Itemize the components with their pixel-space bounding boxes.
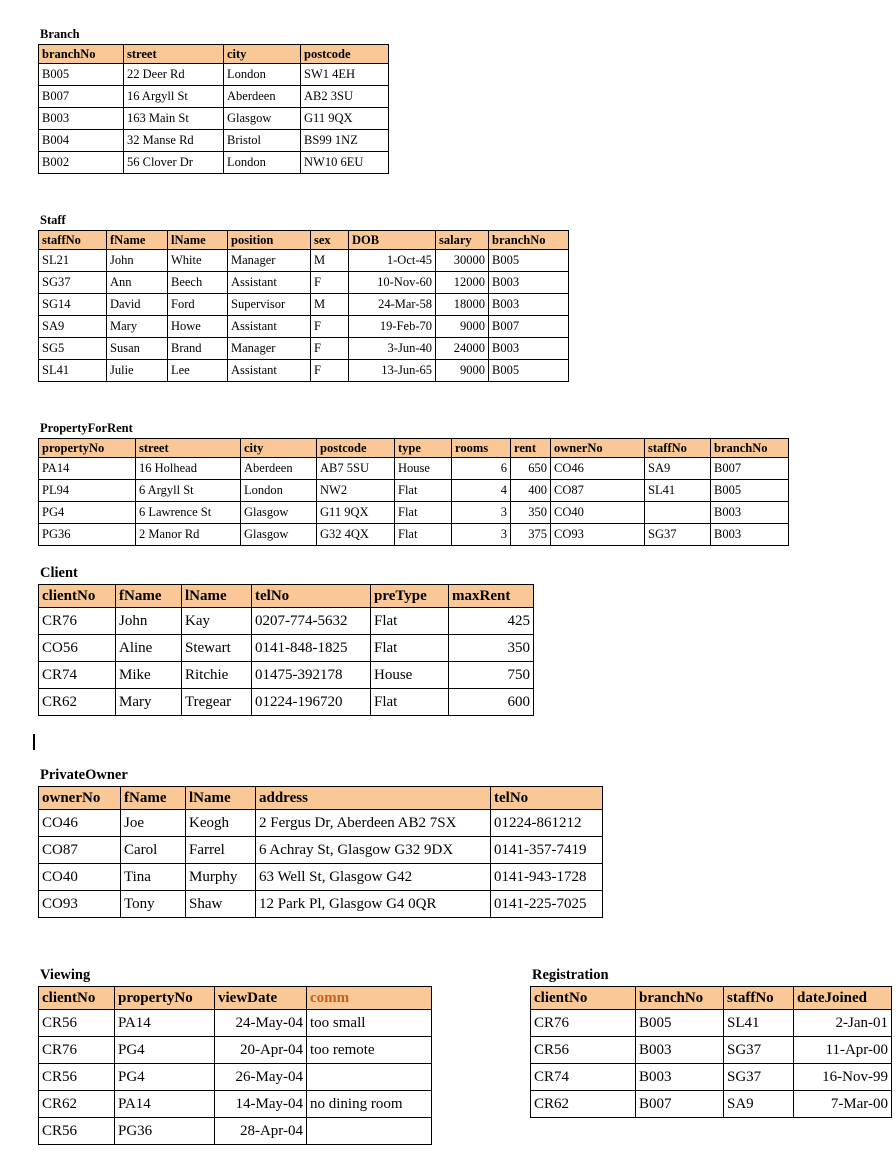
owner-table xyxy=(38,786,603,918)
cell: Assistant xyxy=(228,359,311,381)
cell: B004 xyxy=(39,129,124,151)
header-cell: branchNo xyxy=(636,986,724,1009)
table-title: PrivateOwner xyxy=(40,767,128,783)
table-title: Viewing xyxy=(40,967,91,983)
cell: CR56 xyxy=(39,1117,115,1144)
header-cell: city xyxy=(241,438,317,457)
cell: CR76 xyxy=(39,1036,115,1063)
table-row xyxy=(39,1090,432,1117)
cell: 24000 xyxy=(436,337,489,359)
header-cell: street xyxy=(136,438,241,457)
cell: PA14 xyxy=(39,457,136,479)
cell: 350 xyxy=(449,634,534,661)
cell: AB2 3SU xyxy=(301,85,389,107)
header-cell: street xyxy=(124,44,224,63)
cell: 9000 xyxy=(436,359,489,381)
header-cell: lName xyxy=(168,230,228,249)
cell: B007 xyxy=(489,315,569,337)
cell: Manager xyxy=(228,249,311,271)
cell: M xyxy=(311,293,349,315)
header-cell: comm xyxy=(307,986,432,1009)
table-title: PropertyForRent xyxy=(40,421,133,435)
cell: CO87 xyxy=(551,479,645,501)
cell: Mike xyxy=(116,661,182,688)
header-cell: propertyNo xyxy=(115,986,215,1009)
cell: PL94 xyxy=(39,479,136,501)
cell: John xyxy=(107,249,168,271)
table-row xyxy=(39,688,534,715)
table-row xyxy=(39,890,603,917)
cell: Flat xyxy=(371,688,449,715)
table-title: Registration xyxy=(532,967,609,983)
cell: Flat xyxy=(395,479,452,501)
header-cell: lName xyxy=(186,786,256,809)
header-cell: maxRent xyxy=(449,584,534,607)
cell: PA14 xyxy=(115,1009,215,1036)
cell: G11 9QX xyxy=(317,501,395,523)
header-cell: clientNo xyxy=(39,986,115,1009)
cell: David xyxy=(107,293,168,315)
property-table-block xyxy=(38,422,789,546)
cell: 6 Achray St, Glasgow G32 9DX xyxy=(256,836,491,863)
cell: too remote xyxy=(307,1036,432,1063)
cell: 6 Argyll St xyxy=(136,479,241,501)
cell: Howe xyxy=(168,315,228,337)
table-row xyxy=(39,634,534,661)
cell: CO93 xyxy=(551,523,645,545)
cell: 3 xyxy=(452,523,511,545)
cell: CR62 xyxy=(531,1090,636,1117)
cell: Aberdeen xyxy=(224,85,301,107)
cell: CR62 xyxy=(39,688,116,715)
header-cell: ownerNo xyxy=(551,438,645,457)
table-row xyxy=(531,1063,892,1090)
cell: B007 xyxy=(39,85,124,107)
table-title: Client xyxy=(40,565,78,581)
table-row xyxy=(39,523,789,545)
table-row xyxy=(39,836,603,863)
cell: Julie xyxy=(107,359,168,381)
cell: CR76 xyxy=(39,607,116,634)
cell: 6 Lawrence St xyxy=(136,501,241,523)
cell: no dining room xyxy=(307,1090,432,1117)
cell: 3 xyxy=(452,501,511,523)
cell: 350 xyxy=(511,501,551,523)
cell: Murphy xyxy=(186,863,256,890)
cell: Ritchie xyxy=(182,661,252,688)
header-cell: fName xyxy=(116,584,182,607)
header-cell: rent xyxy=(511,438,551,457)
cell: CO40 xyxy=(551,501,645,523)
cell: CO46 xyxy=(39,809,121,836)
header-cell: staffNo xyxy=(645,438,711,457)
header-cell: DOB xyxy=(349,230,436,249)
cell: 30000 xyxy=(436,249,489,271)
cell: White xyxy=(168,249,228,271)
cell: 16-Nov-99 xyxy=(794,1063,892,1090)
table-row xyxy=(39,107,389,129)
cell: 2 Fergus Dr, Aberdeen AB2 7SX xyxy=(256,809,491,836)
client-table-block xyxy=(38,566,534,716)
header-cell: staffNo xyxy=(724,986,794,1009)
cell: 375 xyxy=(511,523,551,545)
branch-table-block xyxy=(38,28,389,174)
cell: 01475-392178 xyxy=(252,661,371,688)
header-cell: sex xyxy=(311,230,349,249)
header-cell: fName xyxy=(107,230,168,249)
cell: Aline xyxy=(116,634,182,661)
header-cell: salary xyxy=(436,230,489,249)
cell: SL41 xyxy=(39,359,107,381)
cell: 14-May-04 xyxy=(215,1090,307,1117)
table-row xyxy=(39,661,534,688)
cell: Mary xyxy=(107,315,168,337)
table-row xyxy=(39,63,389,85)
table-row xyxy=(531,1090,892,1117)
cell: B003 xyxy=(489,337,569,359)
cell: House xyxy=(395,457,452,479)
cell: G32 4QX xyxy=(317,523,395,545)
cell: 6 xyxy=(452,457,511,479)
cell: Glasgow xyxy=(241,523,317,545)
cell: Tina xyxy=(121,863,186,890)
cell: 9000 xyxy=(436,315,489,337)
cell: 12000 xyxy=(436,271,489,293)
cell: 12 Park Pl, Glasgow G4 0QR xyxy=(256,890,491,917)
cell: PG36 xyxy=(115,1117,215,1144)
cell: B003 xyxy=(636,1036,724,1063)
cell: Keogh xyxy=(186,809,256,836)
cell: 20-Apr-04 xyxy=(215,1036,307,1063)
cell xyxy=(645,501,711,523)
cell: PG4 xyxy=(39,501,136,523)
cell: Brand xyxy=(168,337,228,359)
cell: CR76 xyxy=(531,1009,636,1036)
cell: 0141-225-7025 xyxy=(491,890,603,917)
cell: SA9 xyxy=(645,457,711,479)
cell: B007 xyxy=(711,457,789,479)
cell: CO46 xyxy=(551,457,645,479)
cell: Tony xyxy=(121,890,186,917)
registration-table-block xyxy=(530,968,892,1118)
header-cell: viewDate xyxy=(215,986,307,1009)
header-cell: city xyxy=(224,44,301,63)
cell: 22 Deer Rd xyxy=(124,63,224,85)
cell: CO40 xyxy=(39,863,121,890)
cell: too small xyxy=(307,1009,432,1036)
cell: Tregear xyxy=(182,688,252,715)
header-cell: rooms xyxy=(452,438,511,457)
cell: Joe xyxy=(121,809,186,836)
cell: 2-Jan-01 xyxy=(794,1009,892,1036)
cell: F xyxy=(311,359,349,381)
header-cell: position xyxy=(228,230,311,249)
cell: 7-Mar-00 xyxy=(794,1090,892,1117)
header-cell: branchNo xyxy=(39,44,124,63)
cell: AB7 5SU xyxy=(317,457,395,479)
cell: CR62 xyxy=(39,1090,115,1117)
cell: 19-Feb-70 xyxy=(349,315,436,337)
cell: Flat xyxy=(395,501,452,523)
cell: 24-May-04 xyxy=(215,1009,307,1036)
table-row xyxy=(39,85,389,107)
cell: NW10 6EU xyxy=(301,151,389,173)
cell: Stewart xyxy=(182,634,252,661)
cell: BS99 1NZ xyxy=(301,129,389,151)
header-cell: staffNo xyxy=(39,230,107,249)
header-cell: lName xyxy=(182,584,252,607)
table-title: Branch xyxy=(40,27,80,41)
cell xyxy=(307,1063,432,1090)
staff-table-block xyxy=(38,214,569,382)
table-row xyxy=(39,315,569,337)
cell: 11-Apr-00 xyxy=(794,1036,892,1063)
owner-table-block xyxy=(38,768,603,918)
table-row xyxy=(39,249,569,271)
header-cell: clientNo xyxy=(531,986,636,1009)
cell: 24-Mar-58 xyxy=(349,293,436,315)
header-cell: postcode xyxy=(317,438,395,457)
table-row xyxy=(39,1117,432,1144)
header-cell: propertyNo xyxy=(39,438,136,457)
cell: B003 xyxy=(39,107,124,129)
cell: CO87 xyxy=(39,836,121,863)
cell: F xyxy=(311,337,349,359)
header-cell: preType xyxy=(371,584,449,607)
viewing-table-block xyxy=(38,968,432,1145)
cell: CO93 xyxy=(39,890,121,917)
cell: Mary xyxy=(116,688,182,715)
cell: 1-Oct-45 xyxy=(349,249,436,271)
cell: Shaw xyxy=(186,890,256,917)
cell: 0141-943-1728 xyxy=(491,863,603,890)
table-title: Staff xyxy=(40,213,66,227)
cell: 18000 xyxy=(436,293,489,315)
cell: 63 Well St, Glasgow G42 xyxy=(256,863,491,890)
cell: PG4 xyxy=(115,1063,215,1090)
cell: Farrel xyxy=(186,836,256,863)
table-row xyxy=(531,1036,892,1063)
cell: CR56 xyxy=(39,1063,115,1090)
text-cursor xyxy=(33,734,35,750)
cell: PA14 xyxy=(115,1090,215,1117)
cell: B003 xyxy=(636,1063,724,1090)
cell: London xyxy=(224,63,301,85)
table-row xyxy=(39,129,389,151)
cell: House xyxy=(371,661,449,688)
cell: 28-Apr-04 xyxy=(215,1117,307,1144)
cell: 01224-196720 xyxy=(252,688,371,715)
cell: B003 xyxy=(711,523,789,545)
table-row xyxy=(39,271,569,293)
cell: Ann xyxy=(107,271,168,293)
cell: London xyxy=(224,151,301,173)
cell: SL21 xyxy=(39,249,107,271)
cell: B003 xyxy=(489,293,569,315)
cell: B005 xyxy=(489,249,569,271)
cell: Ford xyxy=(168,293,228,315)
table-row xyxy=(39,607,534,634)
cell: 400 xyxy=(511,479,551,501)
cell: 425 xyxy=(449,607,534,634)
cell: 3-Jun-40 xyxy=(349,337,436,359)
client-table xyxy=(38,584,534,716)
viewing-table xyxy=(38,986,432,1145)
cell: 16 Holhead xyxy=(136,457,241,479)
header-cell: telNo xyxy=(491,786,603,809)
cell: PG4 xyxy=(115,1036,215,1063)
cell: London xyxy=(241,479,317,501)
cell: 163 Main St xyxy=(124,107,224,129)
table-row xyxy=(531,1009,892,1036)
cell: SG37 xyxy=(724,1036,794,1063)
cell: CR56 xyxy=(39,1009,115,1036)
cell: Susan xyxy=(107,337,168,359)
cell: 4 xyxy=(452,479,511,501)
cell: SG5 xyxy=(39,337,107,359)
cell: B005 xyxy=(489,359,569,381)
cell: F xyxy=(311,271,349,293)
cell: CO56 xyxy=(39,634,116,661)
cell: B005 xyxy=(636,1009,724,1036)
cell: M xyxy=(311,249,349,271)
header-cell: fName xyxy=(121,786,186,809)
cell: 16 Argyll St xyxy=(124,85,224,107)
cell: Assistant xyxy=(228,315,311,337)
cell: John xyxy=(116,607,182,634)
cell: Supervisor xyxy=(228,293,311,315)
cell: Glasgow xyxy=(224,107,301,129)
cell: 0141-848-1825 xyxy=(252,634,371,661)
cell: B003 xyxy=(489,271,569,293)
cell: 01224-861212 xyxy=(491,809,603,836)
cell: 2 Manor Rd xyxy=(136,523,241,545)
table-row xyxy=(39,1036,432,1063)
header-cell: clientNo xyxy=(39,584,116,607)
cell: Glasgow xyxy=(241,501,317,523)
header-cell: branchNo xyxy=(711,438,789,457)
header-cell: postcode xyxy=(301,44,389,63)
cell: 13-Jun-65 xyxy=(349,359,436,381)
table-row xyxy=(39,809,603,836)
cell: 0141-357-7419 xyxy=(491,836,603,863)
table-row xyxy=(39,501,789,523)
cell: SA9 xyxy=(39,315,107,337)
table-row xyxy=(39,863,603,890)
cell: Manager xyxy=(228,337,311,359)
cell: Kay xyxy=(182,607,252,634)
cell: G11 9QX xyxy=(301,107,389,129)
cell: Bristol xyxy=(224,129,301,151)
cell: SL41 xyxy=(724,1009,794,1036)
cell: B002 xyxy=(39,151,124,173)
cell: Lee xyxy=(168,359,228,381)
cell: Aberdeen xyxy=(241,457,317,479)
cell: CR74 xyxy=(39,661,116,688)
cell: 32 Manse Rd xyxy=(124,129,224,151)
cell: 0207-774-5632 xyxy=(252,607,371,634)
cell: SL41 xyxy=(645,479,711,501)
cell: 600 xyxy=(449,688,534,715)
cell: 26-May-04 xyxy=(215,1063,307,1090)
cell: Flat xyxy=(371,634,449,661)
cell: B003 xyxy=(711,501,789,523)
header-cell: telNo xyxy=(252,584,371,607)
header-cell: branchNo xyxy=(489,230,569,249)
cell: Carol xyxy=(121,836,186,863)
cell: SW1 4EH xyxy=(301,63,389,85)
cell xyxy=(307,1117,432,1144)
staff-table xyxy=(38,230,569,382)
cell: SG37 xyxy=(39,271,107,293)
header-cell: type xyxy=(395,438,452,457)
table-row xyxy=(39,337,569,359)
cell: SG37 xyxy=(724,1063,794,1090)
cell: 10-Nov-60 xyxy=(349,271,436,293)
table-row xyxy=(39,1063,432,1090)
cell: 56 Clover Dr xyxy=(124,151,224,173)
cell: Assistant xyxy=(228,271,311,293)
property-table xyxy=(38,438,789,546)
cell: B005 xyxy=(711,479,789,501)
table-row xyxy=(39,359,569,381)
cell: B005 xyxy=(39,63,124,85)
branch-table xyxy=(38,44,389,174)
cell: CR56 xyxy=(531,1036,636,1063)
cell: B007 xyxy=(636,1090,724,1117)
cell: Flat xyxy=(395,523,452,545)
cell: SG37 xyxy=(645,523,711,545)
cell: NW2 xyxy=(317,479,395,501)
cell: PG36 xyxy=(39,523,136,545)
cell: Flat xyxy=(371,607,449,634)
cell: Beech xyxy=(168,271,228,293)
registration-table xyxy=(530,986,892,1118)
header-cell: ownerNo xyxy=(39,786,121,809)
cell: SG14 xyxy=(39,293,107,315)
cell: 750 xyxy=(449,661,534,688)
cell: CR74 xyxy=(531,1063,636,1090)
cell: 650 xyxy=(511,457,551,479)
table-row xyxy=(39,293,569,315)
table-row xyxy=(39,479,789,501)
header-cell: dateJoined xyxy=(794,986,892,1009)
table-row xyxy=(39,1009,432,1036)
cell: F xyxy=(311,315,349,337)
table-row xyxy=(39,457,789,479)
cell: SA9 xyxy=(724,1090,794,1117)
table-row xyxy=(39,151,389,173)
header-cell: address xyxy=(256,786,491,809)
